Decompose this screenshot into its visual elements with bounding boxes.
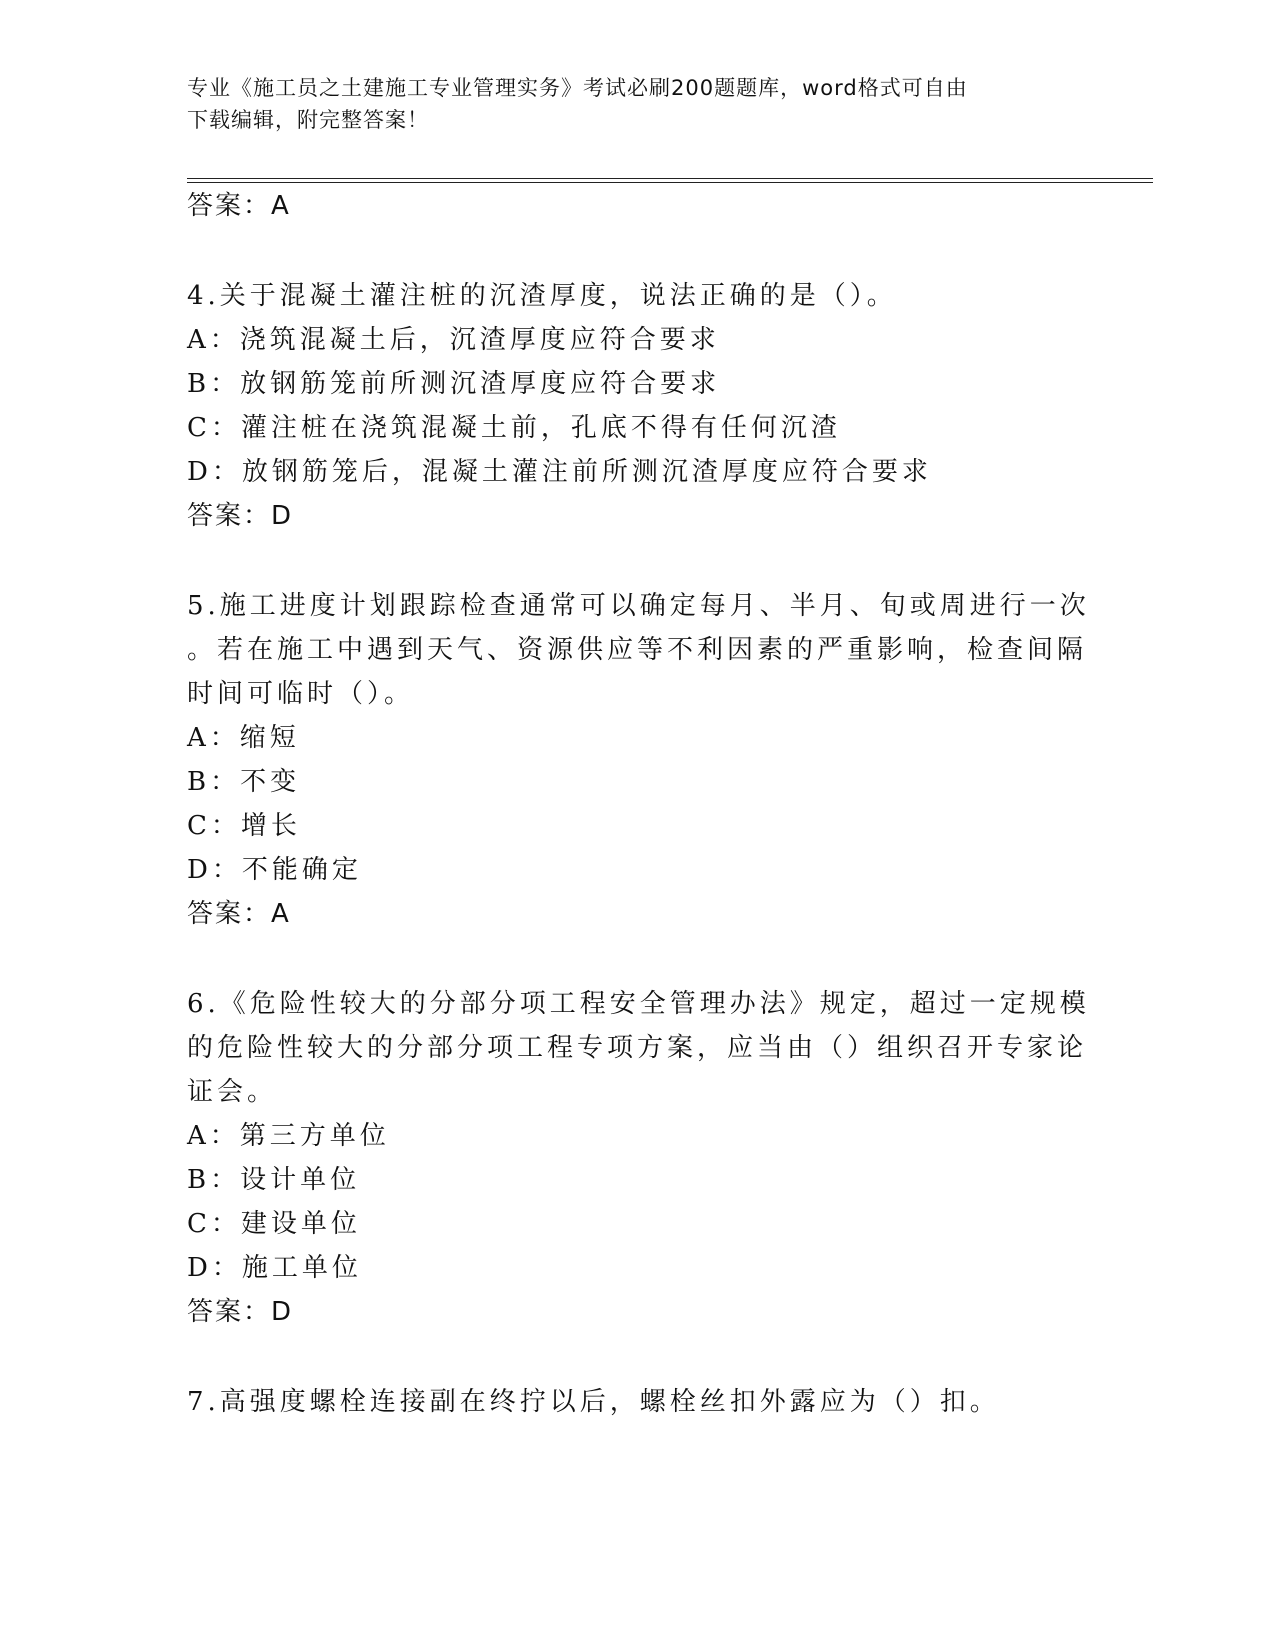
question-5-stem-line-1: 5.施工进度计划跟踪检查通常可以确定每月、半月、旬或周进行一次 xyxy=(187,591,1090,621)
question-4-stem: 4.关于混凝土灌注桩的沉渣厚度，说法正确的是（）。 xyxy=(187,281,897,311)
document-header xyxy=(187,72,1067,136)
question-4-option-d: D：放钢筋笼后，混凝土灌注前所测沉渣厚度应符合要求 xyxy=(187,457,932,487)
question-4-option-b: B：放钢筋笼前所测沉渣厚度应符合要求 xyxy=(187,369,721,399)
question-5-stem-line-3: 时间可临时（）。 xyxy=(187,679,415,709)
header-divider-top xyxy=(187,178,1153,179)
question-6-stem-line-1: 6.《危险性较大的分部分项工程安全管理办法》规定，超过一定规模 xyxy=(187,989,1090,1019)
question-6-stem-line-3: 证会。 xyxy=(187,1077,278,1107)
header-line-2: 下载编辑，附完整答案！ xyxy=(187,108,429,132)
question-5-option-c: C：增长 xyxy=(187,811,301,841)
answer-line: 答案：A xyxy=(187,191,291,221)
question-6-option-a: A：第三方单位 xyxy=(187,1121,390,1151)
question-5-stem-line-2: 。若在施工中遇到天气、资源供应等不利因素的严重影响，检查间隔 xyxy=(187,635,1088,665)
question-6-option-d: D：施工单位 xyxy=(187,1253,362,1283)
header-divider-bottom xyxy=(187,182,1153,183)
question-5-answer: 答案：A xyxy=(187,899,291,929)
question-7-stem: 7.高强度螺栓连接副在终拧以后，螺栓丝扣外露应为（）扣。 xyxy=(187,1387,1000,1417)
question-4-option-c: C：灌注桩在浇筑混凝土前，孔底不得有任何沉渣 xyxy=(187,413,841,443)
question-6-option-b: B：设计单位 xyxy=(187,1165,361,1195)
header-line-1: 专业《施工员之土建施工专业管理实务》考试必刷200题题库，word格式可自由 xyxy=(187,76,968,100)
question-6-stem-line-2: 的危险性较大的分部分项工程专项方案，应当由（）组织召开专家论 xyxy=(187,1033,1088,1063)
question-6-option-c: C：建设单位 xyxy=(187,1209,361,1239)
question-6-answer: 答案：D xyxy=(187,1297,294,1327)
question-4-answer: 答案：D xyxy=(187,501,294,531)
question-5-option-b: B：不变 xyxy=(187,767,301,797)
question-5-option-a: A：缩短 xyxy=(187,723,300,753)
question-4-option-a: A：浇筑混凝土后，沉渣厚度应符合要求 xyxy=(187,325,720,355)
question-5-option-d: D：不能确定 xyxy=(187,855,362,885)
